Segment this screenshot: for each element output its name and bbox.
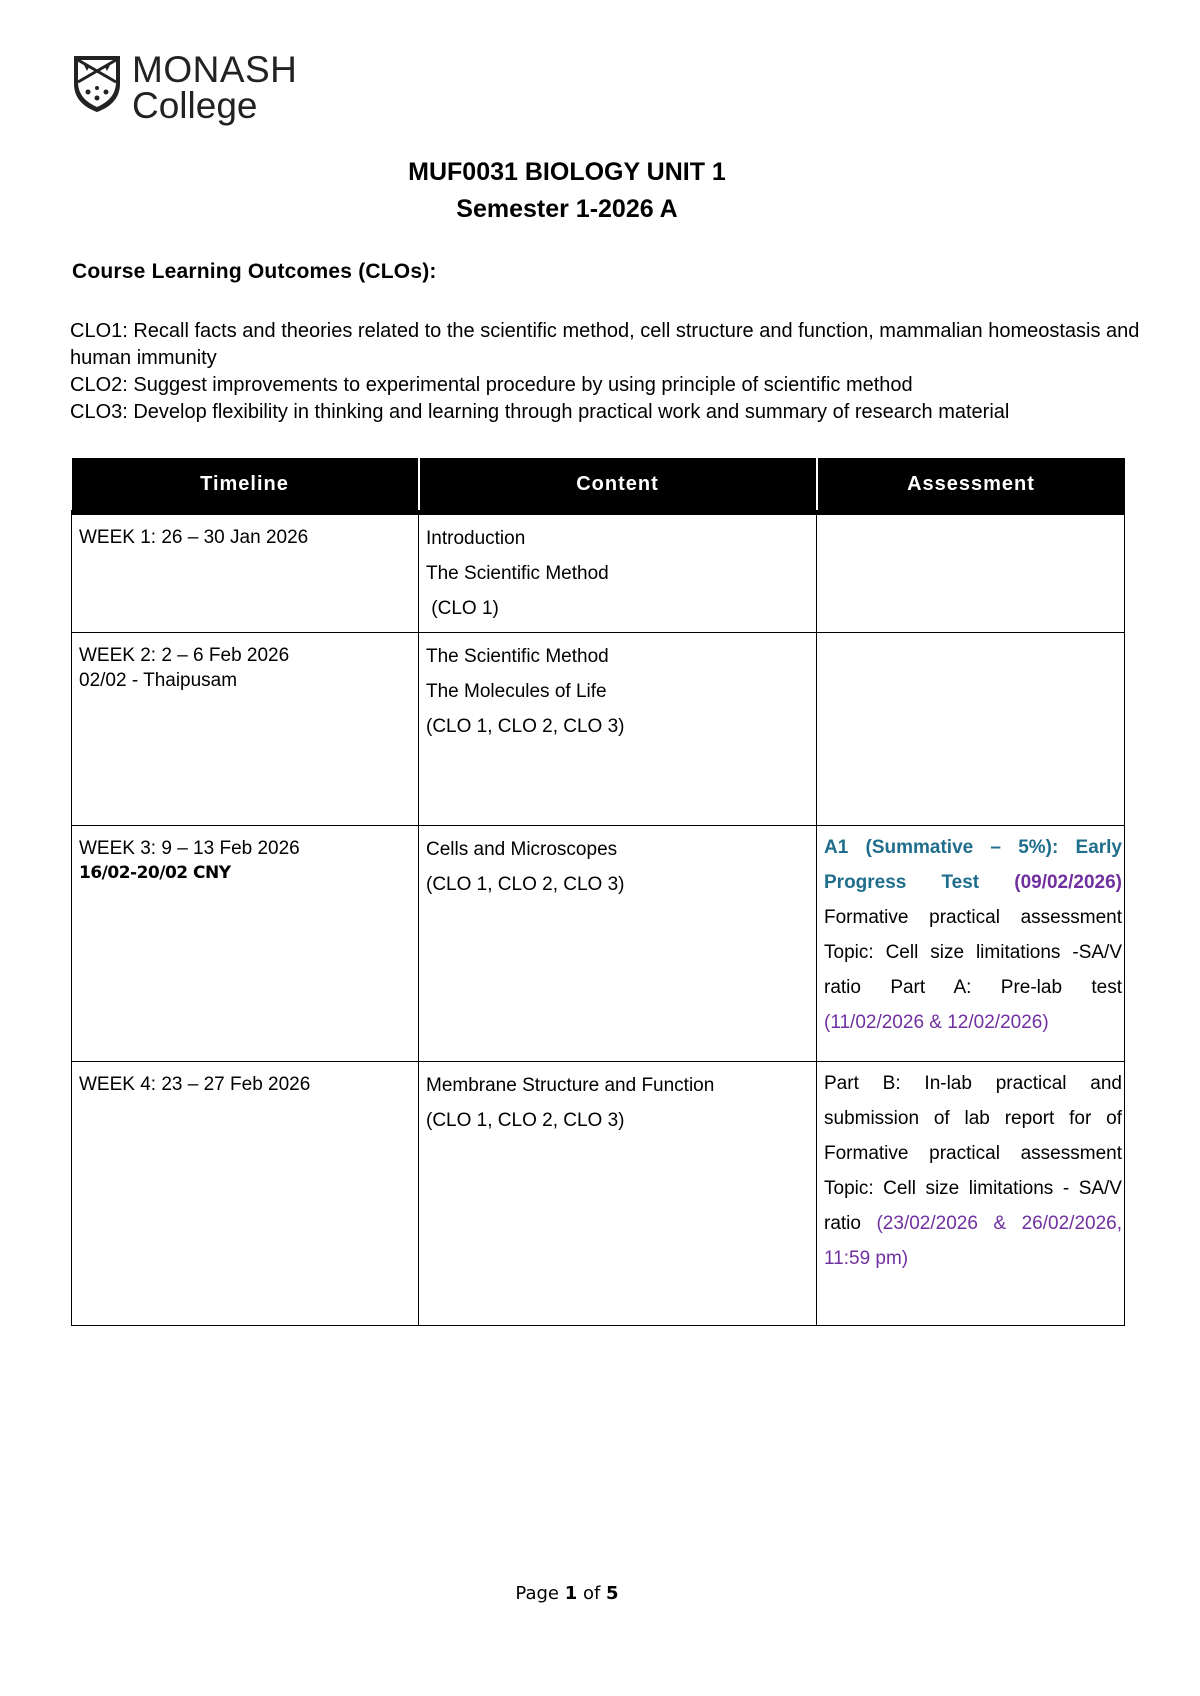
- content-line: Introduction: [426, 528, 526, 549]
- content-line: The Molecules of Life: [426, 681, 607, 702]
- table-row: [72, 633, 1125, 826]
- summative-date: (09/02/2026): [1014, 872, 1122, 893]
- content-line: The Scientific Method: [426, 563, 609, 584]
- assessment-cell: [817, 633, 1125, 826]
- content-line: The Scientific Method: [426, 646, 609, 667]
- page-middle: of: [577, 1583, 607, 1604]
- content-line: (CLO 1, CLO 2, CLO 3): [426, 1110, 625, 1131]
- content-cell: [419, 1062, 817, 1326]
- assessment-text: Part B: In-lab practical and submission of lab report for of Formative practical assessment Topic: Cell size limitations - SA/V ratio: [824, 1073, 1122, 1234]
- timeline-cell: [72, 513, 419, 633]
- page-current: 1: [564, 1583, 578, 1604]
- content-line: (CLO 1): [426, 598, 499, 619]
- week-label: WEEK 3: 9 – 13 Feb 2026: [79, 838, 300, 859]
- schedule-table: [71, 458, 1125, 1326]
- holiday-note: 02/02 - Thaipusam: [79, 670, 238, 691]
- assessment-cell: [817, 513, 1125, 633]
- clo-item: CLO2: Suggest improvements to experimental procedure by using principle of scientific method: [70, 374, 913, 396]
- header-timeline: Timeline: [72, 458, 419, 513]
- table-row: [72, 1062, 1125, 1326]
- assessment-cell: [817, 1062, 1125, 1326]
- timeline-cell: [72, 633, 419, 826]
- assessment-text: Formative practical assessment Topic: Cell size limitations -SA/V ratio Part A: Pre-lab test: [824, 907, 1122, 998]
- content-line: (CLO 1, CLO 2, CLO 3): [426, 716, 625, 737]
- week-label: WEEK 2: 2 – 6 Feb 2026: [79, 645, 290, 666]
- clo-item: CLO1: Recall facts and theories related to the scientific method, cell structure and function, mammalian homeostasis and human immunity: [70, 320, 1140, 369]
- table-header-row: [72, 458, 1125, 513]
- summative-label: A1 (Summative – 5%): Early Progress Test: [824, 837, 1122, 893]
- content-cell: [419, 513, 817, 633]
- page-total: 5: [606, 1583, 619, 1604]
- assessment-date: (11/02/2026 & 12/02/2026): [824, 1012, 1049, 1033]
- week-label: WEEK 4: 23 – 27 Feb 2026: [79, 1074, 311, 1095]
- content-line: (CLO 1, CLO 2, CLO 3): [426, 874, 625, 895]
- timeline-cell: [72, 826, 419, 1062]
- week-label: WEEK 1: 26 – 30 Jan 2026: [79, 527, 309, 548]
- clo-heading: Course Learning Outcomes (CLOs):: [72, 260, 437, 283]
- brand-name: MONASH: [132, 49, 298, 90]
- holiday-note: 16/02-20/02 CNY: [79, 863, 231, 883]
- table-row: [72, 826, 1125, 1062]
- content-cell: [419, 826, 817, 1062]
- monash-college-logo: [70, 49, 298, 126]
- header-assessment: Assessment: [817, 458, 1125, 513]
- clo-item: CLO3: Develop flexibility in thinking and learning through practical work and summary of research material: [70, 401, 1010, 423]
- assessment-cell: [817, 826, 1125, 1062]
- timeline-cell: [72, 1062, 419, 1326]
- brand-sub: College: [132, 85, 258, 126]
- page-footer: [0, 1583, 1134, 1604]
- table-row: [72, 513, 1125, 633]
- assessment-date: (23/02/2026 & 26/02/2026, 11:59 pm): [824, 1213, 1122, 1269]
- content-line: Membrane Structure and Function: [426, 1075, 715, 1096]
- page-prefix: Page: [515, 1583, 565, 1604]
- semester-title: Semester 1-2026 A: [456, 195, 678, 223]
- clo-list: [70, 318, 1140, 426]
- crest-icon: [70, 52, 124, 114]
- course-title: MUF0031 BIOLOGY UNIT 1: [408, 158, 726, 186]
- content-line: Cells and Microscopes: [426, 839, 618, 860]
- header-content: Content: [419, 458, 817, 513]
- content-cell: [419, 633, 817, 826]
